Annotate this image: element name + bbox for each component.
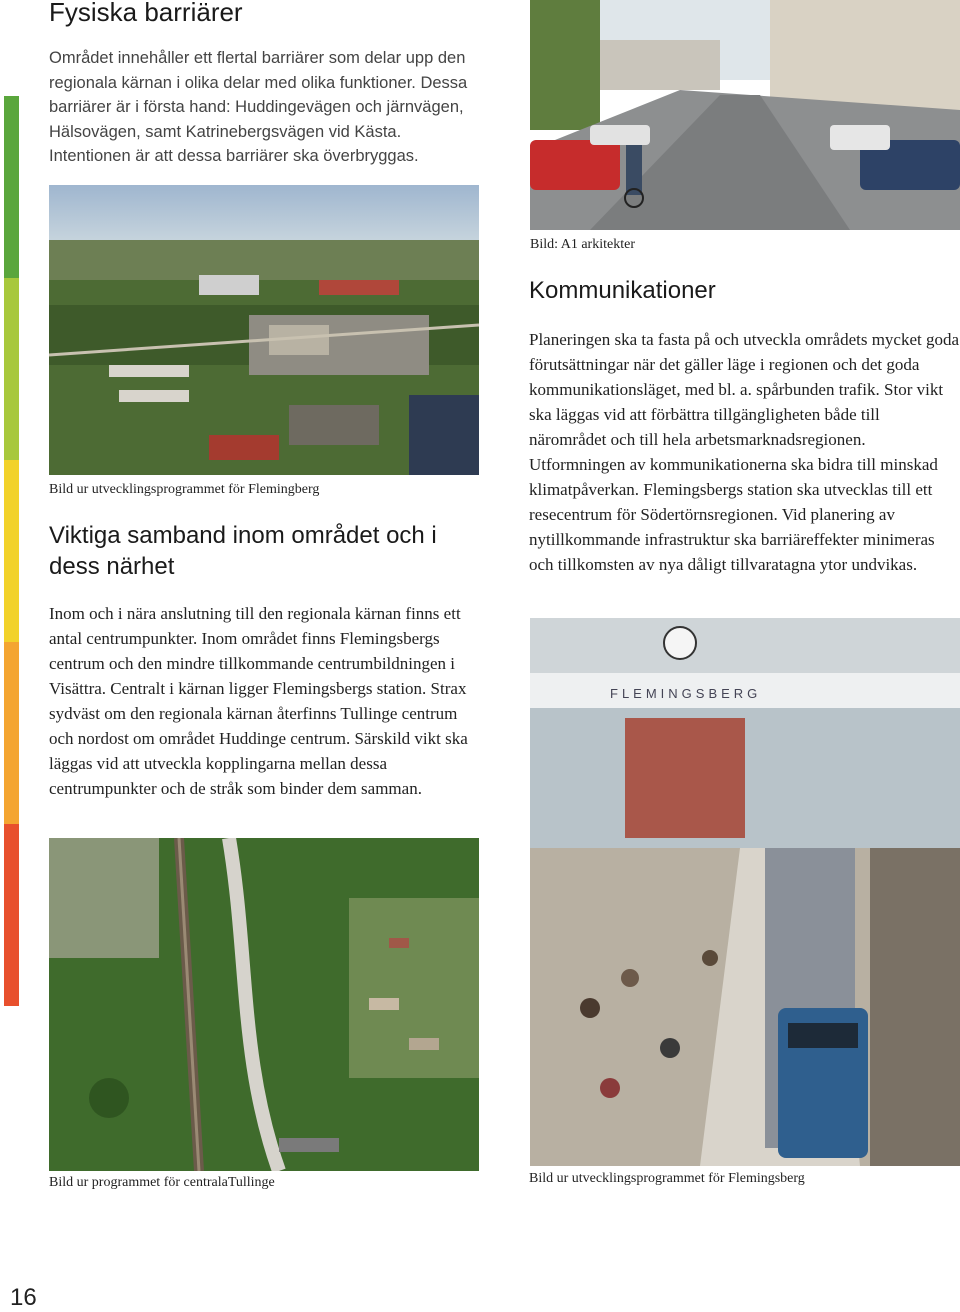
aerial-photo-caption: Bild ur utvecklingsprogrammet för Flemingberg (49, 482, 320, 497)
samband-paragraph: Inom och i nära anslutning till den regionala kärnan finns ett antal centrumpunkter. Inom området finns Flemingsbergs centrum och den mindre tillkommande centrumbildningen i Visättra. Centralt i kärnan ligger Flemingsbergs station. Strax sydväst om den regionala kärnan återfinns Tullinge centrum och nordost om området Huddinge centrum. Särskild vikt ska läggas vid att utveckla kopplingarna mellan dessa centrumpunkter och de stråk som binder dem samman. (49, 604, 468, 798)
samband-heading: Viktiga samband inom området och i dess närhet (49, 522, 437, 580)
aerial-photo-flemingsberg (49, 185, 479, 475)
tullinge-photo-caption: Bild ur programmet för centralaTullinge (49, 1175, 275, 1190)
section-color-bar-green-light (4, 278, 19, 460)
section-color-bar-yellow (4, 460, 19, 642)
kommunikationer-heading: Kommunikationer (529, 277, 716, 304)
barrier-heading: Fysiska barriärer (49, 0, 243, 27)
station-photo-caption: Bild ur utvecklingsprogrammet för Flemingsberg (529, 1171, 805, 1186)
section-color-bar-red (4, 824, 19, 1006)
station-sign-text: FLEMINGSBERG (610, 686, 762, 701)
section-color-bar-green-dark (4, 96, 19, 278)
street-photo-caption: Bild: A1 arkitekter (530, 237, 635, 252)
street-parking-photo (530, 0, 960, 230)
page-number: 16 (10, 1284, 37, 1311)
station-photo-flemingsberg (530, 618, 960, 1166)
barrier-paragraph: Området innehåller ett flertal barriärer som delar upp den regionala kärnan i olika delar med olika funktioner. Dessa barriärer är i första hand: Huddingevägen och järnvägen, Hälsovägen, samt Katrinebergsvägen vid Kästa. Intentionen är att dessa barriärer ska överbryggas. (49, 49, 468, 165)
section-color-bar-orange (4, 642, 19, 824)
kommunikationer-paragraph: Planeringen ska ta fasta på och utveckla områdets mycket goda förutsättningar när det gäller läge i regionen och det goda kommunikationsläget, med bl. a. spårbunden trafik. Stor vikt ska läggas vid att förbättra tillgängligheten både till närområdet och till hela arbetsmarknadsregionen. Utformningen av kommunikationerna ska bidra till minskad klimatpåverkan. Flemingsbergs station ska utvecklas till ett resecentrum för Södertörnsregionen. Vid planering av nytillkommande infrastruktur ska barriäreffekter minimeras och tillkomsten av nya dåligt tillvaratagna ytor undvikas. (529, 330, 960, 574)
aerial-photo-tullinge (49, 838, 479, 1171)
